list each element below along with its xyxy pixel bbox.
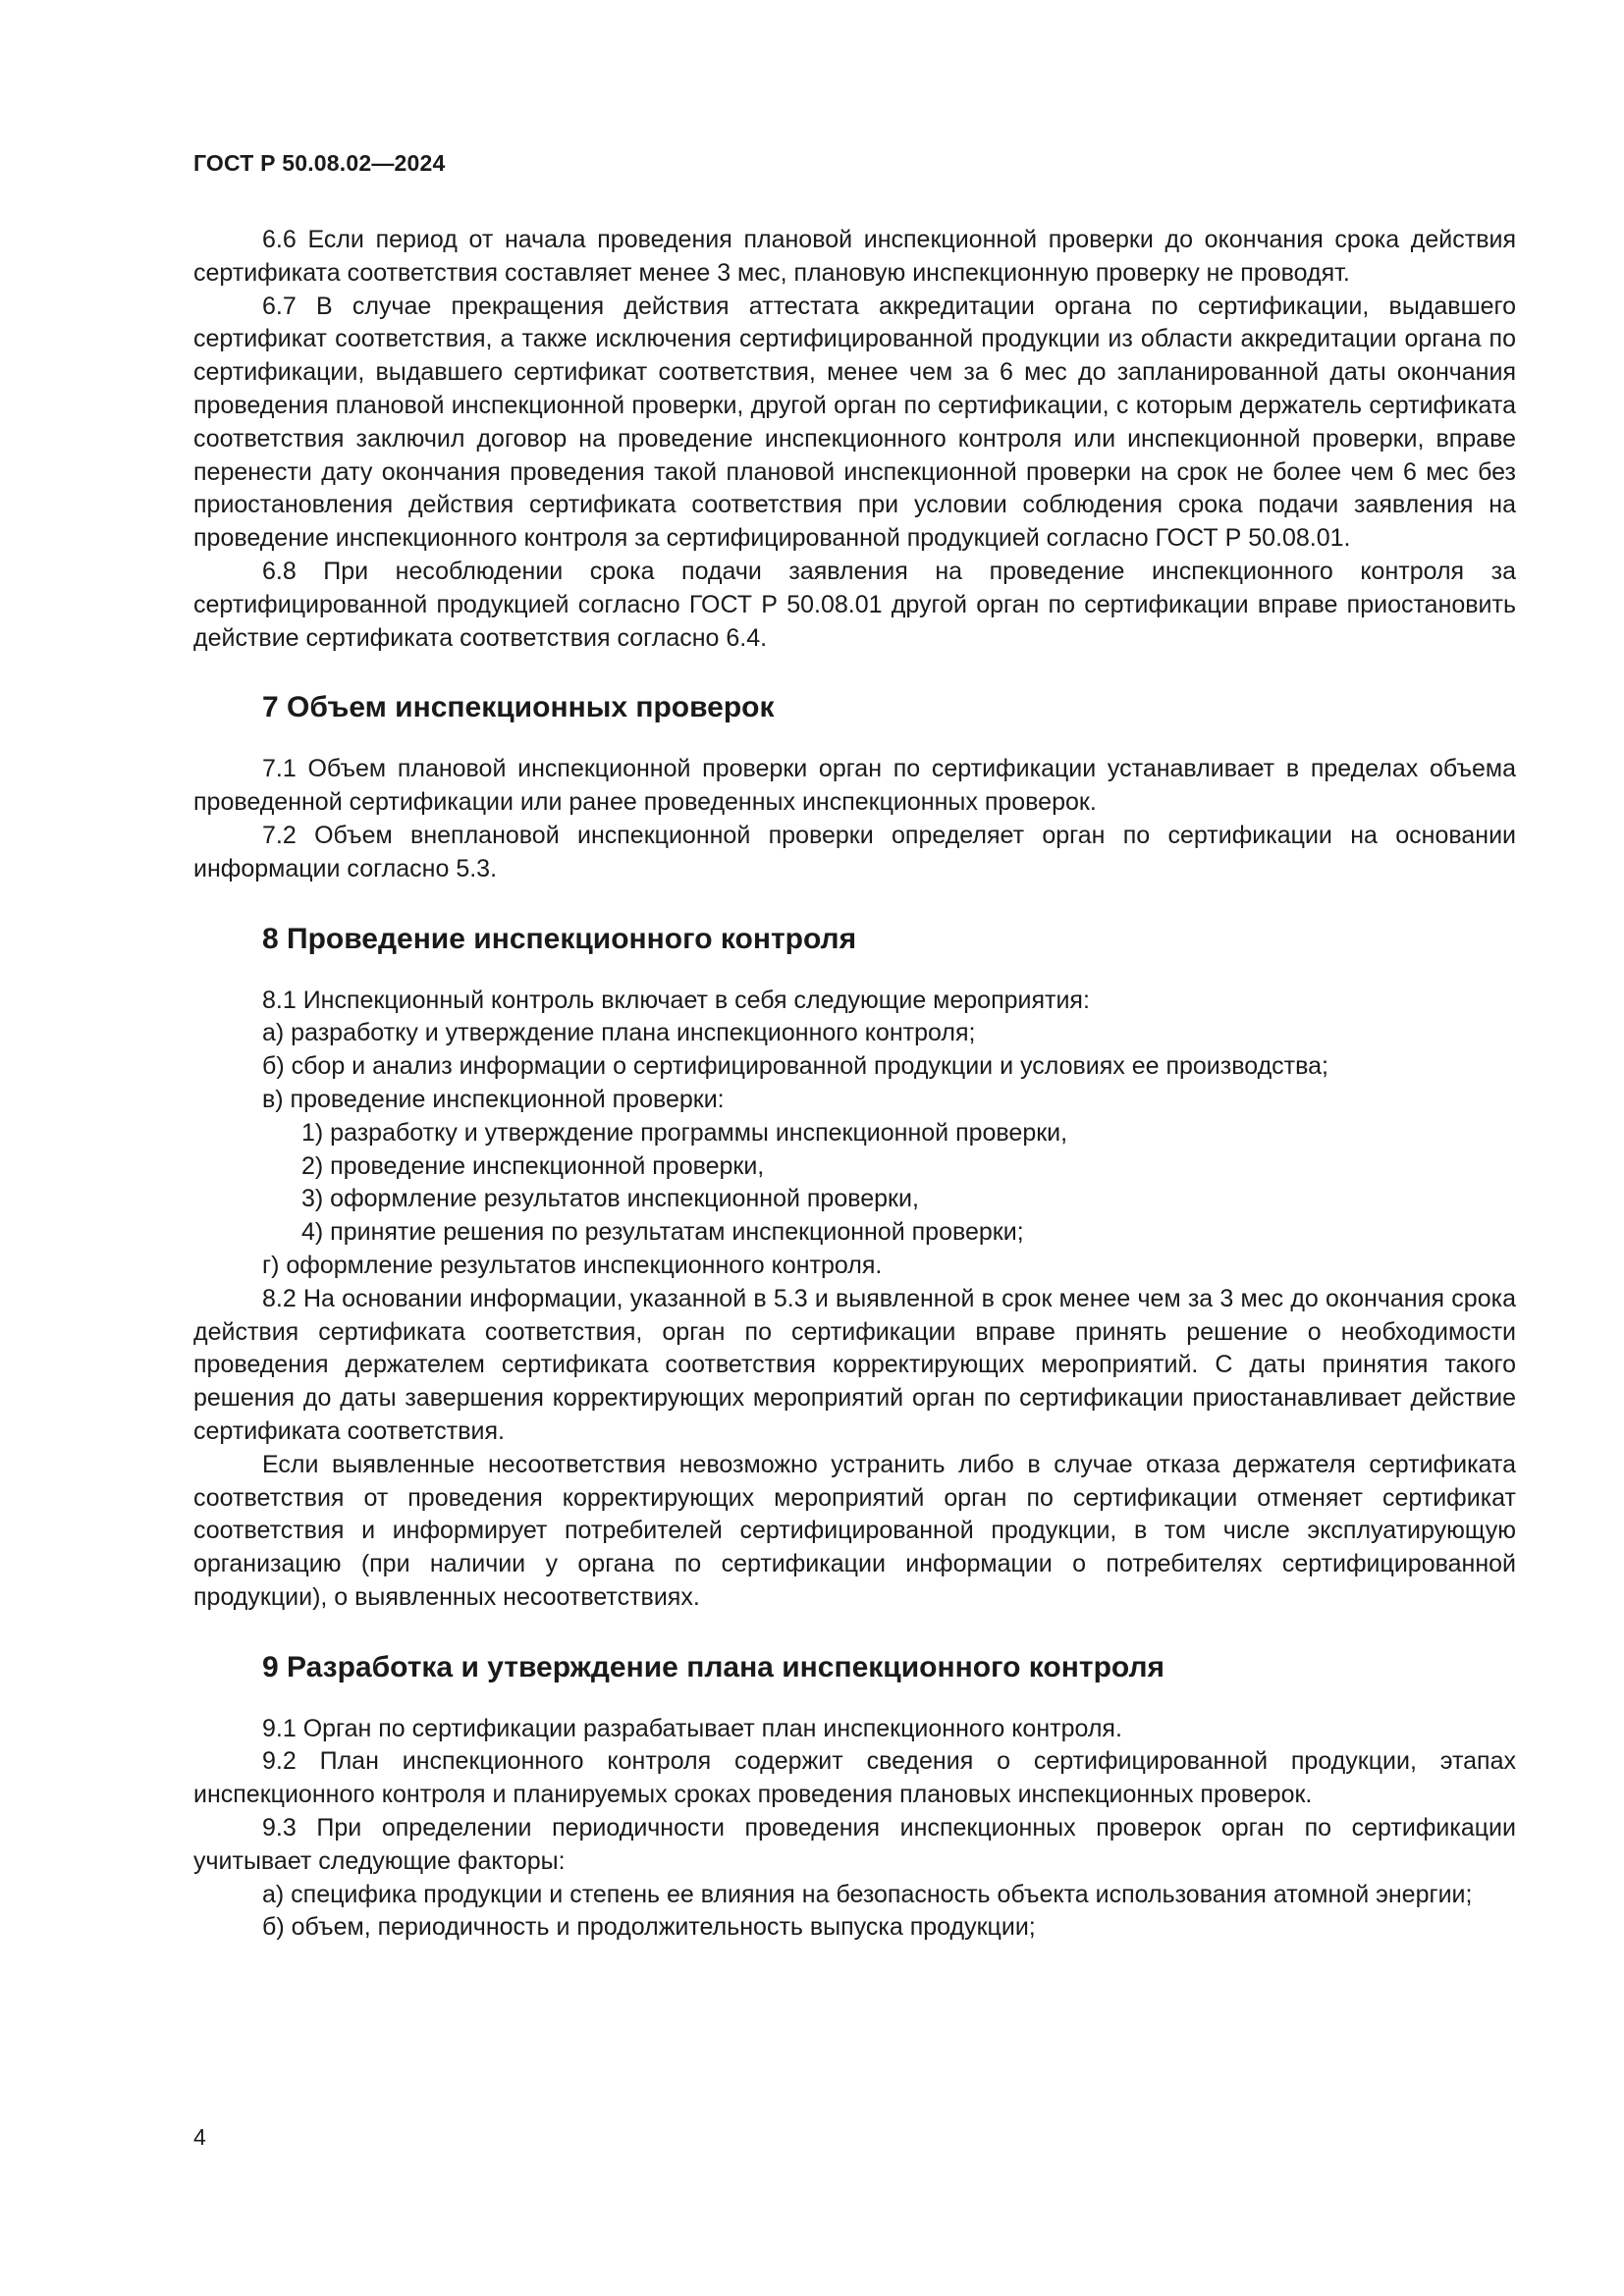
- section-8-heading: 8 Проведение инспекционного контроля: [262, 922, 857, 955]
- document-body: [193, 224, 1516, 1945]
- clause-9-3-item-b: б) объем, периодичность и продолжительность выпуска продукции;: [262, 1913, 1036, 1942]
- clause-6-8: 6.8 При несоблюдении срока подачи заявления на проведение инспекционного контроля за сертифицированной продукцией согласно ГОСТ Р 50.08.01 другой орган по сертификации вправе приостановить действие сертификата соответствия согласно 6.4.: [193, 557, 1516, 652]
- section-9-heading: 9 Разработка и утверждение плана инспекционного контроля: [262, 1650, 1165, 1683]
- clause-7-2: 7.2 Объем внеплановой инспекционной проверки определяет орган по сертификации на основании информации согласно 5.3.: [193, 821, 1516, 882]
- clause-8-2-continued: Если выявленные несоответствия невозможно устранить либо в случае отказа держателя сертификата соответствия от проведения корректирующих мероприятий орган по сертификации отменяет сертификат соответствия и информирует потребителей сертифицированной продукции, в том числе эксплуатирующую организацию (при наличии у органа по сертификации информации о потребителях сертифицированной продукции), о выявленных несоответствиях.: [193, 1450, 1516, 1611]
- clause-8-2: 8.2 На основании информации, указанной в 5.3 и выявленной в срок менее чем за 3 мес до окончания срока действия сертификата соответствия, орган по сертификации вправе принять решение о необходимости проведения держателем сертификата соответствия корректирующих мероприятий. С даты принятия такого решения до даты завершения корректирующих мероприятий орган по сертификации приостанавливает действие сертификата соответствия.: [193, 1284, 1516, 1445]
- clause-8-1-item-v: в) проведение инспекционной проверки:: [262, 1085, 725, 1113]
- clause-9-2: 9.2 План инспекционного контроля содержит сведения о сертифицированной продукции, этапах инспекционного контроля и планируемых сроках проведения плановых инспекционных проверок.: [193, 1747, 1516, 1809]
- clause-8-1-item-a: а) разработку и утверждение плана инспекционного контроля;: [262, 1019, 976, 1047]
- clause-8-1-item-g: г) оформление результатов инспекционного контроля.: [262, 1251, 883, 1279]
- clause-8-1: 8.1 Инспекционный контроль включает в себя следующие мероприятия:: [262, 986, 1090, 1014]
- clause-7-1: 7.1 Объем плановой инспекционной проверки орган по сертификации устанавливает в пределах объема проведенной сертификации или ранее проведенных инспекционных проверок.: [193, 755, 1516, 817]
- clause-6-7: 6.7 В случае прекращения действия аттестата аккредитации органа по сертификации, выдавшего сертификат соответствия, а также исключения сертифицированной продукции из области аккредитации органа по сертификации, выдавшего сертификат соответствия, менее чем за 6 мес до запланированной даты окончания проведения плановой инспекционной проверки, другой орган по сертификации, с которым держатель сертификата соответствия заключил договор на проведение инспекционного контроля или инспекционной проверки, вправе перенести дату окончания проведения такой плановой инспекционной проверки на срок не более чем 6 мес без приостановления действия сертификата соответствия при условии соблюдения срока подачи заявления на проведение инспекционного контроля за сертифицированной продукцией согласно ГОСТ Р 50.08.01.: [193, 292, 1516, 553]
- clause-8-1-item-b: б) сбор и анализ информации о сертифицированной продукции и условиях ее производства;: [262, 1052, 1328, 1081]
- clause-8-1-item-v-4: 4) принятие решения по результатам инспекционной проверки;: [301, 1218, 1024, 1247]
- document-code-header: ГОСТ Р 50.08.02—2024: [193, 150, 446, 176]
- clause-6-6: 6.6 Если период от начала проведения плановой инспекционной проверки до окончания срока действия сертификата соответствия составляет менее 3 мес, плановую инспекционную проверку не проводят.: [193, 226, 1516, 287]
- clause-8-1-item-v-3: 3) оформление результатов инспекционной проверки,: [301, 1185, 919, 1213]
- clause-8-1-item-v-1: 1) разработку и утверждение программы инспекционной проверки,: [301, 1118, 1068, 1147]
- clause-9-1: 9.1 Орган по сертификации разрабатывает план инспекционного контроля.: [262, 1714, 1122, 1742]
- page-number: 4: [193, 2124, 206, 2150]
- clause-8-1-item-v-2: 2) проведение инспекционной проверки,: [301, 1151, 765, 1180]
- clause-9-3: 9.3 При определении периодичности проведения инспекционных проверок орган по сертификации учитывает следующие факторы:: [193, 1814, 1516, 1875]
- clause-9-3-item-a: а) специфика продукции и степень ее влияния на безопасность объекта использования атомной энергии;: [262, 1880, 1473, 1908]
- section-7-heading: 7 Объем инспекционных проверок: [262, 691, 775, 724]
